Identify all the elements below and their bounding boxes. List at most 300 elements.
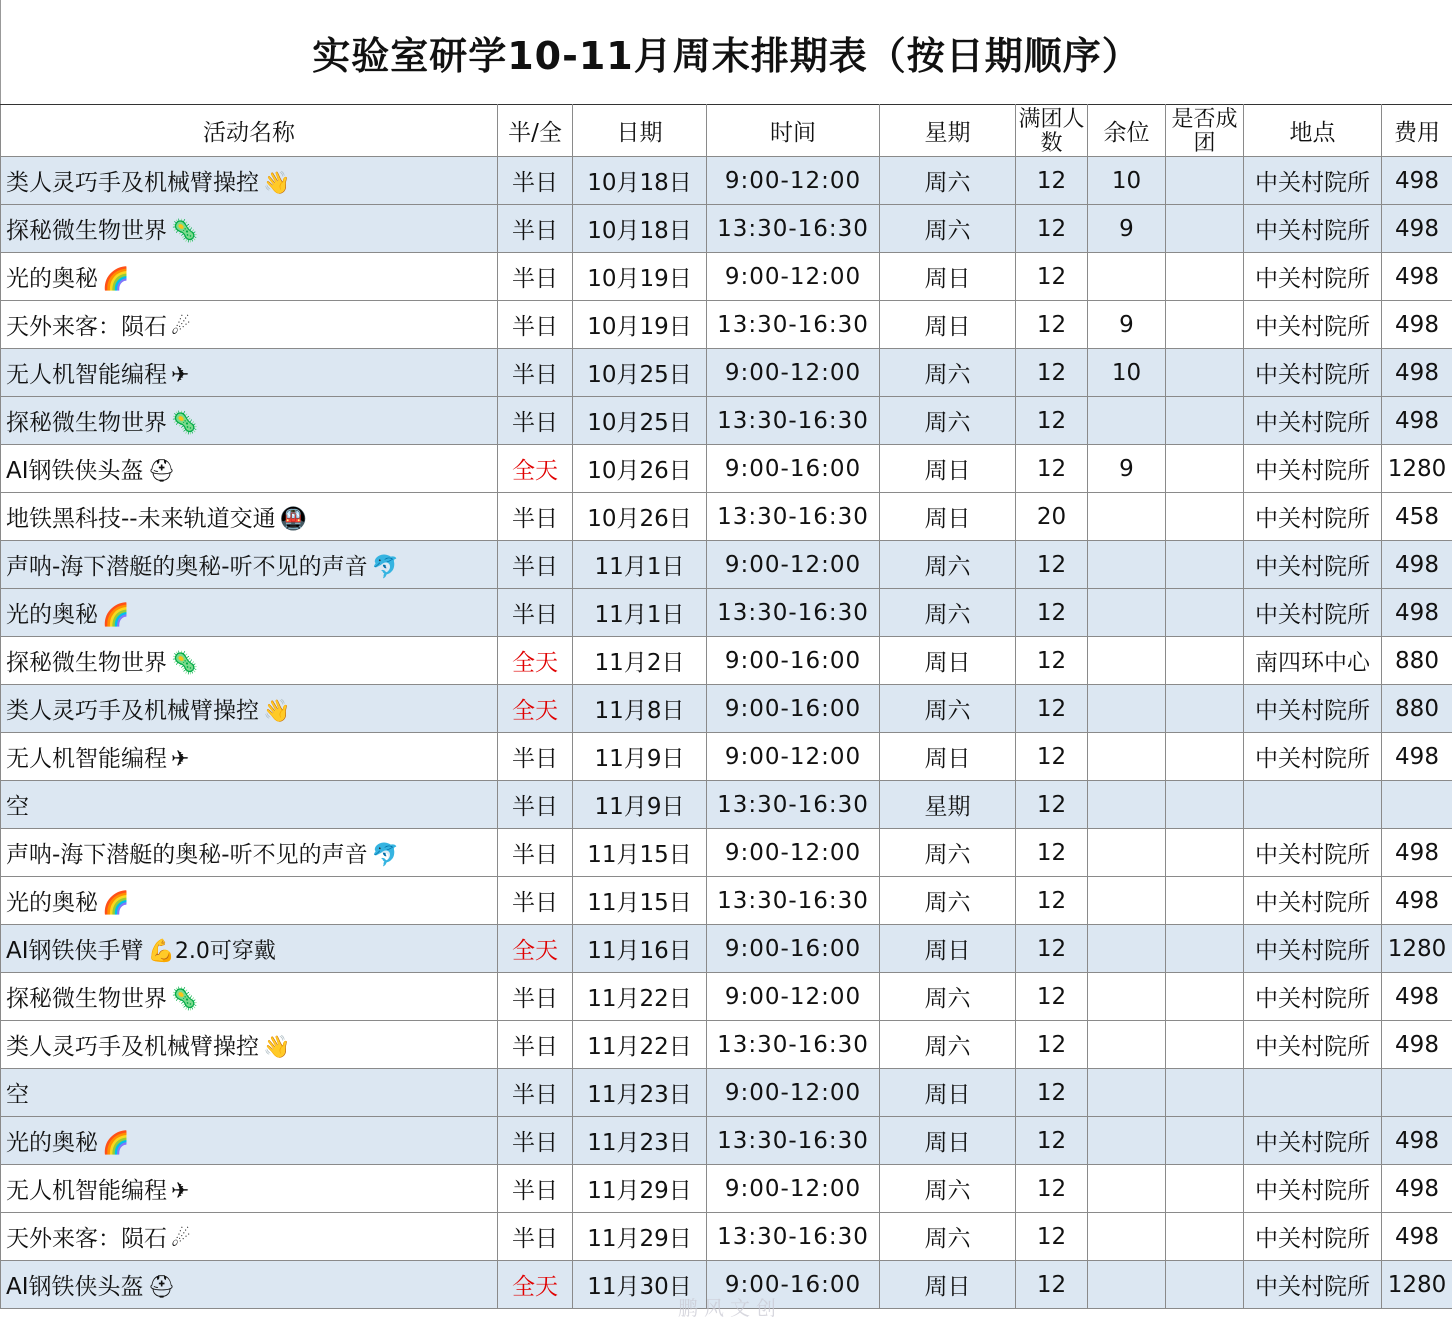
activity-emoji-icon: 🦠 <box>171 219 199 244</box>
weekday-cell[interactable]: 周日 <box>880 301 1016 349</box>
capacity-cell[interactable]: 12 <box>1016 685 1088 733</box>
location-cell[interactable]: 中关村院所 <box>1244 349 1382 397</box>
session-type-cell[interactable]: 半日 <box>498 1165 573 1213</box>
table-row <box>1 1213 1452 1261</box>
capacity-cell[interactable]: 12 <box>1016 637 1088 685</box>
capacity-cell[interactable]: 12 <box>1016 253 1088 301</box>
time-cell[interactable]: 9:00-12:00 <box>707 349 880 397</box>
activity-name: 光的奥秘 <box>6 1130 98 1156</box>
time-cell[interactable]: 9:00-16:00 <box>707 1261 880 1309</box>
session-type-cell[interactable]: 半日 <box>498 1117 573 1165</box>
date-cell[interactable]: 11月2日 <box>573 637 707 685</box>
activity-emoji-icon: ⛑ <box>147 1275 176 1300</box>
session-type-cell[interactable]: 半日 <box>498 877 573 925</box>
col-header-activity[interactable]: 活动名称 <box>1 105 498 157</box>
time-cell[interactable]: 13:30-16:30 <box>707 781 880 829</box>
table-row <box>1 205 1452 253</box>
capacity-cell[interactable]: 12 <box>1016 925 1088 973</box>
col-header-remaining[interactable]: 余位 <box>1088 105 1166 157</box>
remaining-cell[interactable] <box>1088 1261 1166 1309</box>
activity-name-cell[interactable] <box>1 637 498 685</box>
capacity-cell[interactable]: 12 <box>1016 1261 1088 1309</box>
activity-name-cell[interactable] <box>1 541 498 589</box>
time-cell[interactable]: 9:00-12:00 <box>707 973 880 1021</box>
fee-cell[interactable]: 498 <box>1382 1117 1452 1165</box>
session-type-cell[interactable]: 半日 <box>498 973 573 1021</box>
location-cell[interactable]: 南四环中心 <box>1244 637 1382 685</box>
location-cell[interactable]: 中关村院所 <box>1244 253 1382 301</box>
capacity-cell[interactable]: 12 <box>1016 733 1088 781</box>
weekday-cell[interactable]: 周六 <box>880 205 1016 253</box>
activity-emoji-icon: ⛑ <box>147 459 176 484</box>
activity-name: 天外来客：陨石 <box>6 314 167 340</box>
activity-name-cell[interactable] <box>1 205 498 253</box>
location-cell[interactable]: 中关村院所 <box>1244 877 1382 925</box>
weekday-cell[interactable]: 周六 <box>880 157 1016 205</box>
activity-name-cell[interactable] <box>1 1165 498 1213</box>
formed-cell[interactable] <box>1166 1069 1244 1117</box>
fee-cell[interactable]: 498 <box>1382 157 1452 205</box>
remaining-cell[interactable] <box>1088 1165 1166 1213</box>
page-title: 实验室研学10-11月周末排期表（按日期顺序） <box>0 0 1452 104</box>
capacity-cell[interactable]: 12 <box>1016 1165 1088 1213</box>
activity-name: 探秘微生物世界 <box>6 986 167 1012</box>
activity-name-cell[interactable] <box>1 733 498 781</box>
fee-cell[interactable] <box>1382 1069 1452 1117</box>
remaining-cell[interactable]: 10 <box>1088 349 1166 397</box>
location-cell[interactable]: 中关村院所 <box>1244 541 1382 589</box>
date-cell[interactable]: 11月1日 <box>573 589 707 637</box>
capacity-cell[interactable]: 12 <box>1016 397 1088 445</box>
table-row <box>1 253 1452 301</box>
remaining-cell[interactable] <box>1088 973 1166 1021</box>
location-cell[interactable]: 中关村院所 <box>1244 1165 1382 1213</box>
activity-name: 光的奥秘 <box>6 890 98 916</box>
time-cell[interactable]: 13:30-16:30 <box>707 1213 880 1261</box>
remaining-cell[interactable] <box>1088 1069 1166 1117</box>
time-cell[interactable]: 13:30-16:30 <box>707 1117 880 1165</box>
weekday-cell[interactable]: 周日 <box>880 733 1016 781</box>
schedule-table <box>0 104 1452 1309</box>
remaining-cell[interactable]: 9 <box>1088 301 1166 349</box>
table-row <box>1 1021 1452 1069</box>
activity-name-cell[interactable] <box>1 1117 498 1165</box>
weekday-cell[interactable]: 周日 <box>880 1117 1016 1165</box>
fee-cell[interactable]: 498 <box>1382 733 1452 781</box>
activity-name: 空 <box>6 794 29 820</box>
capacity-cell[interactable]: 12 <box>1016 301 1088 349</box>
table-row <box>1 829 1452 877</box>
table-row <box>1 925 1452 973</box>
location-cell[interactable]: 中关村院所 <box>1244 685 1382 733</box>
weekday-cell[interactable]: 周日 <box>880 925 1016 973</box>
date-cell[interactable]: 10月25日 <box>573 349 707 397</box>
date-cell[interactable]: 11月16日 <box>573 925 707 973</box>
remaining-cell[interactable] <box>1088 253 1166 301</box>
session-type-cell[interactable]: 半日 <box>498 397 573 445</box>
session-type-cell[interactable]: 全天 <box>498 1261 573 1309</box>
activity-name-cell[interactable] <box>1 397 498 445</box>
formed-cell[interactable] <box>1166 925 1244 973</box>
col-header-capacity[interactable]: 满团人数 <box>1016 105 1088 157</box>
fee-cell[interactable]: 880 <box>1382 685 1452 733</box>
date-cell[interactable]: 10月26日 <box>573 493 707 541</box>
session-type-cell[interactable]: 半日 <box>498 781 573 829</box>
table-row <box>1 445 1452 493</box>
activity-name-cell[interactable] <box>1 349 498 397</box>
weekday-cell[interactable]: 周六 <box>880 1021 1016 1069</box>
capacity-cell[interactable]: 12 <box>1016 973 1088 1021</box>
weekday-cell[interactable]: 周六 <box>880 877 1016 925</box>
remaining-cell[interactable]: 9 <box>1088 445 1166 493</box>
watermark: 鹏风文创 <box>678 1296 782 1320</box>
remaining-cell[interactable] <box>1088 1117 1166 1165</box>
weekday-cell[interactable]: 周六 <box>880 1165 1016 1213</box>
session-type-cell[interactable]: 半日 <box>498 205 573 253</box>
date-cell[interactable]: 10月19日 <box>573 253 707 301</box>
activity-name-cell[interactable] <box>1 1021 498 1069</box>
activity-emoji-icon: ✈ <box>171 1179 190 1204</box>
table-row <box>1 301 1452 349</box>
location-cell[interactable]: 中关村院所 <box>1244 157 1382 205</box>
remaining-cell[interactable] <box>1088 541 1166 589</box>
date-cell[interactable]: 10月25日 <box>573 397 707 445</box>
remaining-cell[interactable] <box>1088 925 1166 973</box>
formed-cell[interactable] <box>1166 1213 1244 1261</box>
col-header-fee[interactable]: 费用 <box>1382 105 1452 157</box>
remaining-cell[interactable]: 9 <box>1088 205 1166 253</box>
date-cell[interactable]: 11月9日 <box>573 781 707 829</box>
weekday-cell[interactable]: 周日 <box>880 637 1016 685</box>
location-cell[interactable] <box>1244 781 1382 829</box>
session-type-cell[interactable]: 半日 <box>498 157 573 205</box>
capacity-cell[interactable]: 12 <box>1016 205 1088 253</box>
table-row <box>1 1165 1452 1213</box>
remaining-cell[interactable] <box>1088 733 1166 781</box>
formed-cell[interactable] <box>1166 205 1244 253</box>
remaining-cell[interactable] <box>1088 1213 1166 1261</box>
time-cell[interactable]: 9:00-16:00 <box>707 685 880 733</box>
time-cell[interactable]: 9:00-12:00 <box>707 253 880 301</box>
date-cell[interactable]: 11月1日 <box>573 541 707 589</box>
session-type-cell[interactable]: 半日 <box>498 349 573 397</box>
col-header-weekday[interactable]: 星期 <box>880 105 1016 157</box>
remaining-cell[interactable] <box>1088 685 1166 733</box>
location-cell[interactable]: 中关村院所 <box>1244 445 1382 493</box>
weekday-cell[interactable]: 周六 <box>880 973 1016 1021</box>
table-row <box>1 349 1452 397</box>
fee-cell[interactable]: 498 <box>1382 541 1452 589</box>
activity-name-cell[interactable] <box>1 157 498 205</box>
session-type-cell[interactable]: 半日 <box>498 541 573 589</box>
activity-name-cell[interactable] <box>1 493 498 541</box>
weekday-cell[interactable]: 周六 <box>880 397 1016 445</box>
location-cell[interactable]: 中关村院所 <box>1244 1213 1382 1261</box>
session-type-cell[interactable]: 全天 <box>498 637 573 685</box>
fee-cell[interactable]: 1280 <box>1382 925 1452 973</box>
activity-name-cell[interactable] <box>1 781 498 829</box>
col-header-type[interactable]: 半/全 <box>498 105 573 157</box>
date-cell[interactable]: 11月8日 <box>573 685 707 733</box>
time-cell[interactable]: 9:00-12:00 <box>707 1069 880 1117</box>
session-type-cell[interactable]: 全天 <box>498 445 573 493</box>
session-type-cell[interactable]: 半日 <box>498 1021 573 1069</box>
date-cell[interactable]: 11月15日 <box>573 877 707 925</box>
activity-name-cell[interactable] <box>1 685 498 733</box>
fee-cell[interactable]: 458 <box>1382 493 1452 541</box>
fee-cell[interactable]: 1280 <box>1382 1261 1452 1309</box>
fee-cell[interactable]: 880 <box>1382 637 1452 685</box>
location-cell[interactable]: 中关村院所 <box>1244 973 1382 1021</box>
fee-cell[interactable]: 498 <box>1382 1213 1452 1261</box>
time-cell[interactable]: 13:30-16:30 <box>707 1021 880 1069</box>
activity-emoji-icon: ✈ <box>171 363 190 388</box>
remaining-cell[interactable] <box>1088 637 1166 685</box>
time-cell[interactable]: 13:30-16:30 <box>707 397 880 445</box>
col-header-time[interactable]: 时间 <box>707 105 880 157</box>
activity-emoji-icon: 👋 <box>263 699 291 724</box>
formed-cell[interactable] <box>1166 733 1244 781</box>
date-cell[interactable]: 11月23日 <box>573 1117 707 1165</box>
capacity-cell[interactable]: 12 <box>1016 1117 1088 1165</box>
formed-cell[interactable] <box>1166 1021 1244 1069</box>
date-cell[interactable]: 11月15日 <box>573 829 707 877</box>
capacity-cell[interactable]: 12 <box>1016 349 1088 397</box>
activity-emoji-icon: 🦠 <box>171 651 199 676</box>
time-cell[interactable]: 9:00-12:00 <box>707 541 880 589</box>
table-row <box>1 685 1452 733</box>
table-row <box>1 157 1452 205</box>
location-cell[interactable]: 中关村院所 <box>1244 1021 1382 1069</box>
table-row <box>1 541 1452 589</box>
weekday-cell[interactable]: 周日 <box>880 253 1016 301</box>
weekday-cell[interactable]: 周六 <box>880 589 1016 637</box>
fee-cell[interactable]: 498 <box>1382 349 1452 397</box>
time-cell[interactable]: 9:00-16:00 <box>707 445 880 493</box>
location-cell[interactable]: 中关村院所 <box>1244 829 1382 877</box>
date-cell[interactable]: 11月22日 <box>573 973 707 1021</box>
date-cell[interactable]: 11月22日 <box>573 1021 707 1069</box>
fee-cell[interactable]: 498 <box>1382 877 1452 925</box>
activity-name: AI钢铁侠头盔 <box>6 458 144 484</box>
fee-cell[interactable]: 1280 <box>1382 445 1452 493</box>
fee-cell[interactable]: 498 <box>1382 205 1452 253</box>
capacity-cell[interactable]: 12 <box>1016 829 1088 877</box>
formed-cell[interactable] <box>1166 253 1244 301</box>
activity-name: 光的奥秘 <box>6 266 98 292</box>
fee-cell[interactable]: 498 <box>1382 973 1452 1021</box>
location-cell[interactable]: 中关村院所 <box>1244 301 1382 349</box>
fee-cell[interactable]: 498 <box>1382 253 1452 301</box>
col-header-date[interactable]: 日期 <box>573 105 707 157</box>
session-type-cell[interactable]: 半日 <box>498 253 573 301</box>
date-cell[interactable]: 10月18日 <box>573 205 707 253</box>
fee-cell[interactable]: 498 <box>1382 301 1452 349</box>
fee-cell[interactable]: 498 <box>1382 1165 1452 1213</box>
activity-emoji-icon: 🌈 <box>102 891 130 916</box>
remaining-cell[interactable] <box>1088 1021 1166 1069</box>
session-type-cell[interactable]: 半日 <box>498 1069 573 1117</box>
activity-name-cell[interactable] <box>1 1069 498 1117</box>
capacity-cell[interactable]: 12 <box>1016 1213 1088 1261</box>
table-row <box>1 733 1452 781</box>
weekday-cell[interactable]: 周六 <box>880 1213 1016 1261</box>
table-row <box>1 637 1452 685</box>
date-cell[interactable]: 10月26日 <box>573 445 707 493</box>
activity-name: AI钢铁侠手臂 <box>6 938 144 964</box>
formed-cell[interactable] <box>1166 1165 1244 1213</box>
session-type-cell[interactable]: 全天 <box>498 685 573 733</box>
activity-emoji-icon: 🌈 <box>102 603 130 628</box>
weekday-cell[interactable]: 周日 <box>880 1261 1016 1309</box>
activity-emoji-icon: ☄ <box>171 315 191 340</box>
col-header-location[interactable]: 地点 <box>1244 105 1382 157</box>
capacity-cell[interactable]: 12 <box>1016 541 1088 589</box>
activity-emoji-icon: ☄ <box>171 1227 191 1252</box>
fee-cell[interactable] <box>1382 781 1452 829</box>
remaining-cell[interactable]: 10 <box>1088 157 1166 205</box>
time-cell[interactable]: 13:30-16:30 <box>707 301 880 349</box>
time-cell[interactable]: 13:30-16:30 <box>707 589 880 637</box>
time-cell[interactable]: 13:30-16:30 <box>707 493 880 541</box>
location-cell[interactable]: 中关村院所 <box>1244 1261 1382 1309</box>
capacity-cell[interactable]: 12 <box>1016 1069 1088 1117</box>
weekday-cell[interactable]: 周日 <box>880 493 1016 541</box>
weekday-cell[interactable]: 周六 <box>880 829 1016 877</box>
weekday-cell[interactable]: 周日 <box>880 1069 1016 1117</box>
weekday-cell[interactable]: 周六 <box>880 685 1016 733</box>
remaining-cell[interactable] <box>1088 877 1166 925</box>
time-cell[interactable]: 13:30-16:30 <box>707 205 880 253</box>
session-type-cell[interactable]: 全天 <box>498 925 573 973</box>
time-cell[interactable]: 9:00-12:00 <box>707 157 880 205</box>
activity-name: 探秘微生物世界 <box>6 410 167 436</box>
formed-cell[interactable] <box>1166 589 1244 637</box>
formed-cell[interactable] <box>1166 1261 1244 1309</box>
session-type-cell[interactable]: 半日 <box>498 301 573 349</box>
activity-name-cell[interactable] <box>1 1213 498 1261</box>
weekday-cell[interactable]: 周日 <box>880 445 1016 493</box>
activity-name: 空 <box>6 1082 29 1108</box>
date-cell[interactable]: 11月29日 <box>573 1213 707 1261</box>
capacity-cell[interactable]: 12 <box>1016 1021 1088 1069</box>
remaining-cell[interactable] <box>1088 493 1166 541</box>
formed-cell[interactable] <box>1166 541 1244 589</box>
session-type-cell[interactable]: 半日 <box>498 589 573 637</box>
time-cell[interactable]: 13:30-16:30 <box>707 877 880 925</box>
weekday-cell[interactable]: 星期 <box>880 781 1016 829</box>
header-row <box>1 105 1452 157</box>
activity-name-cell[interactable] <box>1 829 498 877</box>
time-cell[interactable]: 9:00-12:00 <box>707 733 880 781</box>
capacity-cell[interactable]: 12 <box>1016 157 1088 205</box>
location-cell[interactable]: 中关村院所 <box>1244 1117 1382 1165</box>
location-cell[interactable]: 中关村院所 <box>1244 589 1382 637</box>
formed-cell[interactable] <box>1166 973 1244 1021</box>
activity-name-cell[interactable] <box>1 925 498 973</box>
activity-name-cell[interactable] <box>1 301 498 349</box>
time-cell[interactable]: 9:00-16:00 <box>707 925 880 973</box>
location-cell[interactable]: 中关村院所 <box>1244 493 1382 541</box>
date-cell[interactable]: 10月18日 <box>573 157 707 205</box>
formed-cell[interactable] <box>1166 445 1244 493</box>
formed-cell[interactable] <box>1166 157 1244 205</box>
location-cell[interactable] <box>1244 1069 1382 1117</box>
location-cell[interactable]: 中关村院所 <box>1244 397 1382 445</box>
activity-name: 声呐-海下潜艇的奥秘-听不见的声音 <box>6 554 368 580</box>
date-cell[interactable]: 10月19日 <box>573 301 707 349</box>
time-cell[interactable]: 9:00-12:00 <box>707 829 880 877</box>
capacity-cell[interactable]: 12 <box>1016 445 1088 493</box>
activity-name-cell[interactable] <box>1 253 498 301</box>
activity-name-cell[interactable] <box>1 973 498 1021</box>
date-cell[interactable]: 11月9日 <box>573 733 707 781</box>
fee-cell[interactable]: 498 <box>1382 1021 1452 1069</box>
remaining-cell[interactable] <box>1088 829 1166 877</box>
formed-cell[interactable] <box>1166 637 1244 685</box>
session-type-cell[interactable]: 半日 <box>498 829 573 877</box>
activity-name-cell[interactable] <box>1 445 498 493</box>
date-cell[interactable]: 11月23日 <box>573 1069 707 1117</box>
activity-name-cell[interactable] <box>1 1261 498 1309</box>
fee-cell[interactable]: 498 <box>1382 589 1452 637</box>
formed-cell[interactable] <box>1166 397 1244 445</box>
capacity-cell[interactable]: 12 <box>1016 781 1088 829</box>
formed-cell[interactable] <box>1166 1117 1244 1165</box>
formed-cell[interactable] <box>1166 829 1244 877</box>
capacity-cell[interactable]: 12 <box>1016 589 1088 637</box>
activity-name-cell[interactable] <box>1 877 498 925</box>
remaining-cell[interactable] <box>1088 589 1166 637</box>
date-cell[interactable]: 11月30日 <box>573 1261 707 1309</box>
capacity-cell[interactable]: 20 <box>1016 493 1088 541</box>
formed-cell[interactable] <box>1166 349 1244 397</box>
location-cell[interactable]: 中关村院所 <box>1244 733 1382 781</box>
location-cell[interactable]: 中关村院所 <box>1244 205 1382 253</box>
col-header-formed[interactable]: 是否成团 <box>1166 105 1244 157</box>
fee-cell[interactable]: 498 <box>1382 397 1452 445</box>
formed-cell[interactable] <box>1166 301 1244 349</box>
weekday-cell[interactable]: 周六 <box>880 541 1016 589</box>
activity-name: 类人灵巧手及机械臂操控 <box>6 1034 259 1060</box>
activity-emoji-icon: 🦠 <box>171 411 199 436</box>
activity-name: AI钢铁侠头盔 <box>6 1274 144 1300</box>
remaining-cell[interactable] <box>1088 397 1166 445</box>
session-type-cell[interactable]: 半日 <box>498 733 573 781</box>
fee-cell[interactable]: 498 <box>1382 829 1452 877</box>
formed-cell[interactable] <box>1166 493 1244 541</box>
activity-name: 类人灵巧手及机械臂操控 <box>6 698 259 724</box>
remaining-cell[interactable] <box>1088 781 1166 829</box>
session-type-cell[interactable]: 半日 <box>498 1213 573 1261</box>
capacity-cell[interactable]: 12 <box>1016 877 1088 925</box>
formed-cell[interactable] <box>1166 685 1244 733</box>
session-type-cell[interactable]: 半日 <box>498 493 573 541</box>
table-row <box>1 973 1452 1021</box>
weekday-cell[interactable]: 周六 <box>880 349 1016 397</box>
activity-name-cell[interactable] <box>1 589 498 637</box>
time-cell[interactable]: 9:00-12:00 <box>707 1165 880 1213</box>
activity-name: 无人机智能编程 <box>6 362 167 388</box>
location-cell[interactable]: 中关村院所 <box>1244 925 1382 973</box>
table-row <box>1 397 1452 445</box>
activity-name: 无人机智能编程 <box>6 1178 167 1204</box>
date-cell[interactable]: 11月29日 <box>573 1165 707 1213</box>
formed-cell[interactable] <box>1166 781 1244 829</box>
time-cell[interactable]: 9:00-16:00 <box>707 637 880 685</box>
activity-emoji-icon: 👋 <box>263 171 291 196</box>
formed-cell[interactable] <box>1166 877 1244 925</box>
